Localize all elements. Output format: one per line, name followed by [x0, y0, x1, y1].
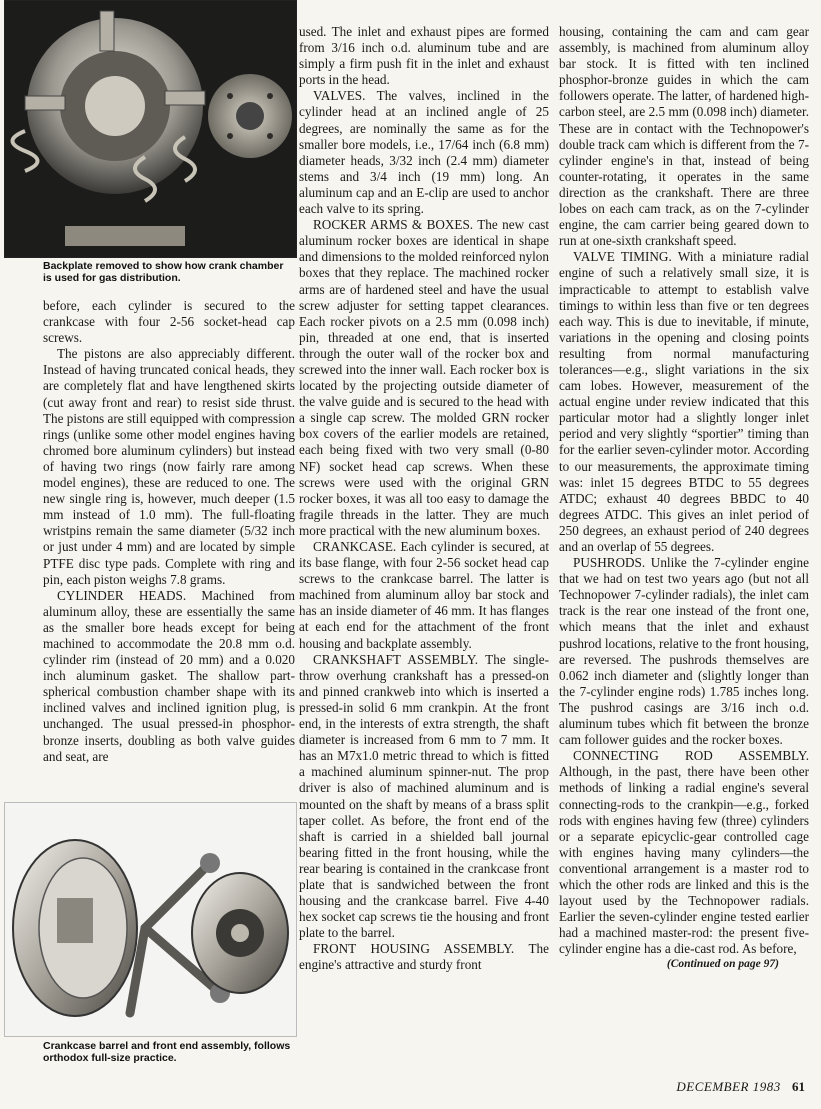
continued-note: (Continued on page 97)	[666, 958, 779, 971]
paragraph: used. The inlet and exhaust pipes are formed from 3/16 inch o.d. aluminum tube and are simply a firm push fit in the inlet and exhaust ports in the head.	[299, 24, 549, 88]
paragraph: ROCKER ARMS & BOXES. The new cast aluminum rocker boxes are identical in shape and dimensions to the molded reinforced nylon boxes that they replace. The machined rocker arms are of hardened steel and have the usual screw adjuster for setting tappet clearances. Each rocker pivots on a 2.5 mm (0.098 inch) pin, threaded at one end, that is inserted through the outer wall of the rocker box and screwed into the inner wall. Each rocker box is located by the projecting outside diameter of the valve guide and is secured to the head with a single cap screw. The molded GRN rocker box covers of the earlier models are retained, each being fixed with two very small (0-80 NF) socket head cap screws. When these screws were used with the original GRN rocker boxes, it was all too easy to damage the fragile threads in the latter. They are much more practical with the new aluminum boxes.	[299, 217, 549, 538]
paragraph: before, each cylinder is secured to the crankcase with four 2-56 socket-head cap screws.	[43, 298, 295, 346]
photo-backplate-removed	[4, 0, 297, 258]
paragraph: CRANKSHAFT ASSEMBLY. The single-throw overhung crankshaft has a pressed-on and pinned crankweb into which is inserted a pressed-in solid 6 mm crankpin. At the front end, in the interests of extra strength, the shaft diameter is increased from 6 mm to 7 mm. It has an M7x1.0 metric thread to which is fitted a machined aluminum spinner-nut. The prop driver is also of machined aluminum and is mounted on the shaft by means of a brass split taper collet. As before, the front end of the shaft is carried in a shielded ball journal bearing fitted in the front housing, while the rear bearing is contained in the crankcase front plate that is sandwiched between the front housing and the crankcase barrel. Five 4-40 hex socket cap screws tie the housing and front plate to the barrel.	[299, 651, 549, 941]
paragraph: CYLINDER HEADS. Machined from aluminum alloy, these are essentially the same as the smaller bore heads except for being machined to accommodate the 20.8 mm o.d. cylinder rim (instead of 20 mm) and a 0.020 inch aluminum gasket. The shallow part-spherical combustion chamber shape with its inclined valves and inclined ignition plug, is unchanged. The usual pressed-in phosphor-bronze inserts, doubling as both valve guides and seat, are	[43, 587, 295, 764]
article-column-3	[559, 24, 809, 971]
photo-caption: Crankcase barrel and front end assembly, follows orthodox full-size practice.	[43, 1040, 291, 1064]
paragraph: FRONT HOUSING ASSEMBLY. The engine's attractive and sturdy front	[299, 941, 549, 973]
paragraph: VALVE TIMING. With a miniature radial engine of such a relatively small size, it is impracticable to attempt to establish valve timings to within less than five or ten degrees each way. This is due to inevitable, if minute, variations in the opening and closing points resulting from normal manufacturing tolerances—e.g., slight variations in the six cam lobes. However, measurement of the actual engine under review indicated that this particular motor had a slightly longer inlet period and very slightly “sportier” timing than for the earlier seven-cylinder motor. According to our measurements, the approximate timing was: inlet 15 degrees BTDC to 55 degrees ATDC; exhaust 40 degrees BBDC to 40 degrees ATDC. This gives an inlet period of 250 degrees, an exhaust period of 240 degrees and an overlap of 55 degrees.	[559, 249, 809, 554]
paragraph: housing, containing the cam and cam gear assembly, is machined from aluminum alloy bar stock. It is fitted with ten inclined phosphor-bronze guides in which the cam followers operate. The latter, of hardened high-carbon steel, are 2.5 mm (0.098 inch) diameter. These are in contact with the Technopower's double track cam which is different from the 7-cylinder engine's in that, instead of being counter-rotating, it operates in the same direction as the crankshaft. There are three lobes on each cam track, as on the 7-cylinder engine, the cam carrier being geared down to run at one-sixth crankshaft speed.	[559, 24, 809, 249]
page-footer	[676, 1079, 805, 1095]
article-column-2	[299, 24, 549, 974]
photo-crankcase-barrel	[4, 802, 297, 1037]
photo-caption: Backplate removed to show how crank chamber is used for gas distribution.	[43, 260, 284, 284]
paragraph: CRANKCASE. Each cylinder is secured, at its base flange, with four 2-56 socket head cap screws to the crankcase barrel. The latter is machined from aluminum alloy bar stock and has an inside diameter of 46 mm. It has flanges at each end for the attachment of the front housing and backplate assembly.	[299, 539, 549, 651]
paragraph: PUSHRODS. Unlike the 7-cylinder engine that we had on test two years ago (but not all Technopower 7-cylinder radials), the inlet cam track is the rear one instead of the front one, which means that the inlet and exhaust pushrod locations, relative to the front housing, are reversed. The pushrods themselves are 0.062 inch diameter and (slightly longer than the 7-cylinder engine rods) 1.785 inches long. The pushrod casings are 3/16 inch o.d. aluminum tubes which fit between the bronze cam follower guides and the rocker boxes.	[559, 555, 809, 748]
paragraph: The pistons are also appreciably different. Instead of having truncated conical heads, they are completely flat and have lengthened skirts (cut away front and rear) to resist side thrust. The pistons are still equipped with compression rings (unlike some other model engines having chromed bore aluminum cylinders) but instead of having two rings (now fairly rare among model engines), these are reduced to one. The new single ring is, however, much deeper (1.5 mm instead of 1.0 mm). The full-floating wristpins remain the same diameter (5/32 inch or just under 4 mm) and are located by simple PTFE disc type pads. Complete with ring and pin, each piston weighs 7.8 grams.	[43, 346, 295, 587]
issue-date: DECEMBER 1983	[676, 1079, 781, 1094]
paragraph: VALVES. The valves, inclined in the cylinder head at an inclined angle of 25 degrees, are nominally the same as for the smaller bore models, i.e., 17/64 inch (6.8 mm) diameter heads, 3/32 inch (2.4 mm) diameter stems and 3/4 inch (19 mm) long. An aluminum cap and an E-clip are used to anchor each valve to its spring.	[299, 88, 549, 217]
page-number: 61	[792, 1079, 805, 1094]
paragraph: CONNECTING ROD ASSEMBLY. Although, in the past, there have been other methods of linking a radial engine's several connecting-rods to the crankpin—e.g., forked rods with engines having few (three) cylinders or a separate epicyclic-gear controlled cage with engines having many cylinders—the conventional arrangement is a master rod to which the other rods are linked and this is the layout used by the Technopower radials. Earlier the seven-cylinder engine tested earlier had a machined master-rod: the present five-cylinder engine has a die-cast rod. As before,	[559, 748, 809, 957]
article-column-1	[43, 298, 295, 765]
